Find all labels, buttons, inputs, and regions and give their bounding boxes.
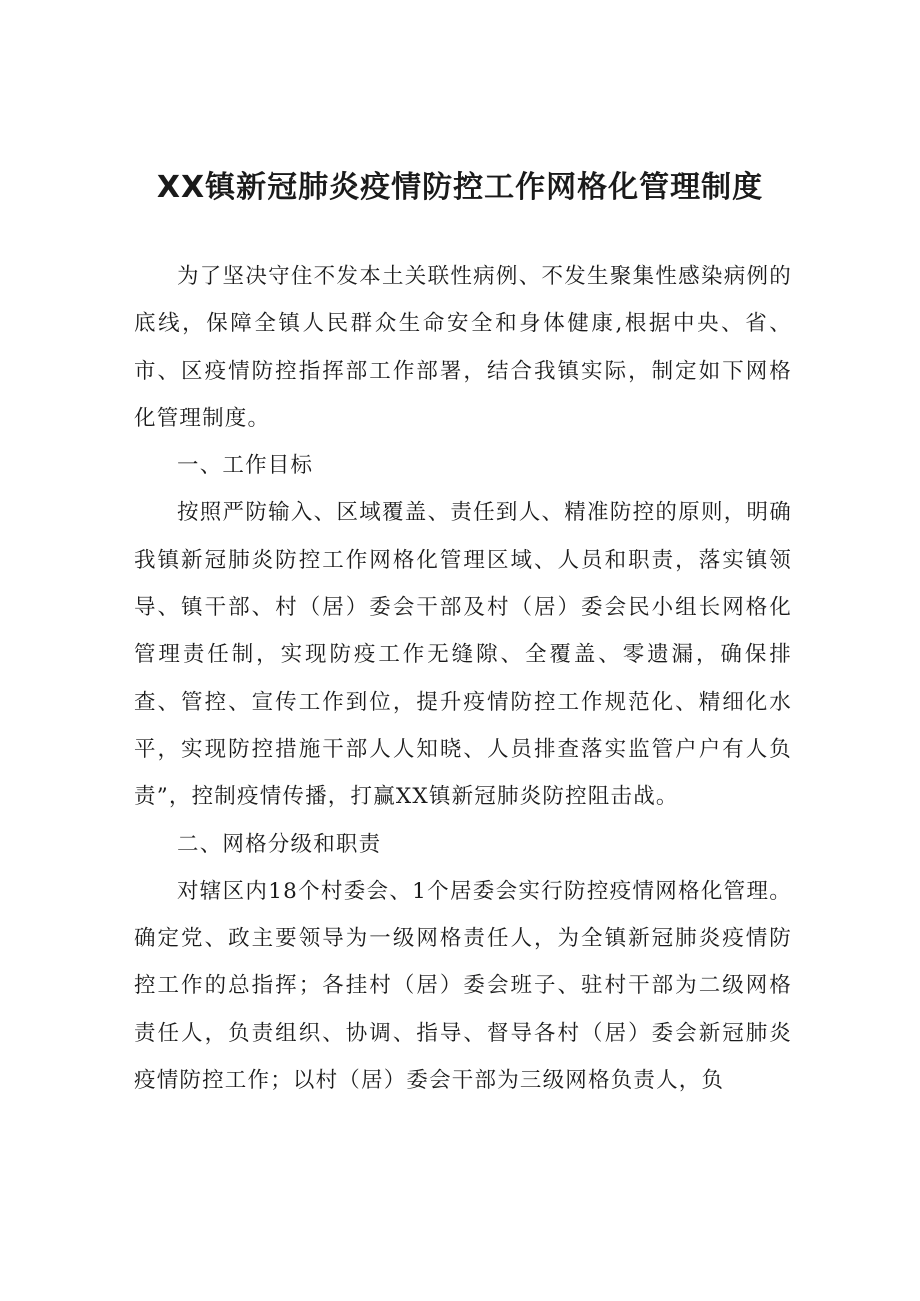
document-body (134, 253, 792, 1104)
intro-paragraph: 为了坚决守住不发本土关联性病例、不发生聚集性感染病例的底线，保障全镇人民群众生命安全和身体健康,根据中央、省、市、区疫情防控指挥部工作部署，结合我镇实际，制定如下网格化管理制度。 (134, 264, 792, 431)
grid-levels-paragraph: 对辖区内18个村委会、1个居委会实行防控疫情网格化管理。确定党、政主要领导为一级网格责任人，为全镇新冠肺炎疫情防控工作的总指挥；各挂村（居）委会班子、驻村干部为二级网格责任人，负责组织、协调、指导、督导各村（居）委会新冠肺炎疫情防控工作；以村（居）委会干部为三级网格负责人，负 (134, 878, 792, 1094)
goals-paragraph: 按照严防输入、区域覆盖、责任到人、精准防控的原则，明确我镇新冠肺炎防控工作网格化管理区域、人员和职责，落实镇领导、镇干部、村（居）委会干部及村（居）委会民小组长网格化管理责任制，实现防疫工作无缝隙、全覆盖、零遗漏，确保排查、管控、宣传工作到位，提升疫情防控工作规范化、精细化水平，实现防控措施干部人人知晓、人员排查落实监管户户有人负责”，控制疫情传播，打赢XX镇新冠肺炎防控阻击战。 (134, 500, 792, 810)
section-heading-goals: 一、工作目标 (177, 453, 314, 479)
document-title: XX镇新冠肺炎疫情防控工作网格化管理制度 (156, 170, 764, 205)
section-heading-grid-levels: 二、网格分级和职责 (177, 831, 382, 857)
